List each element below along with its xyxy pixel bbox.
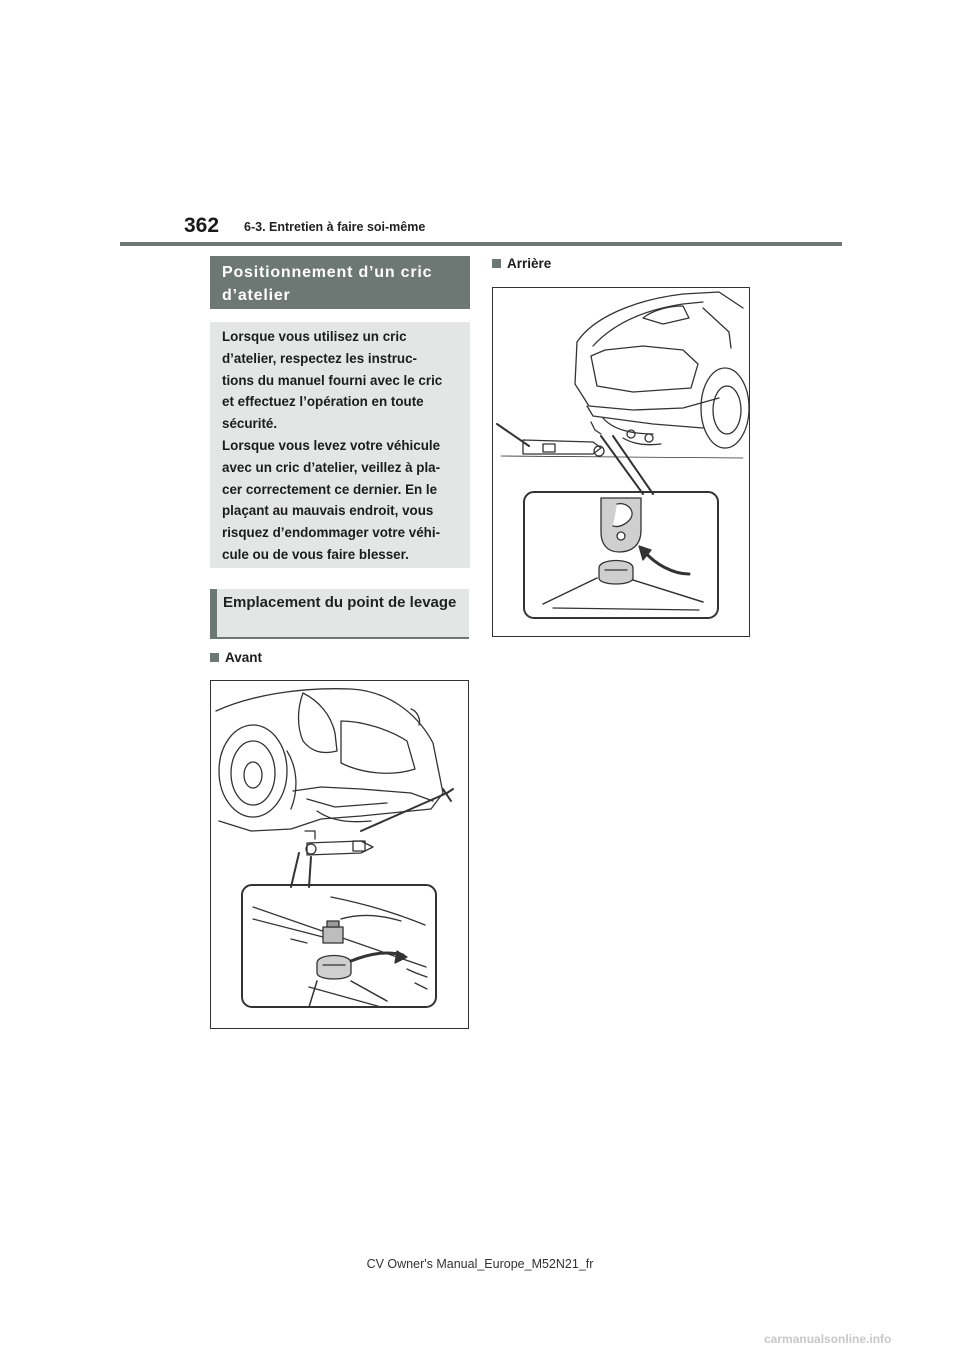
notice-line: d’atelier, respectez les instruc-	[222, 350, 417, 366]
lift-point-subheading: Emplacement du point de levage	[210, 589, 469, 639]
rear-label-text: Arrière	[507, 256, 552, 271]
notice-line: Lorsque vous levez votre véhicule	[222, 437, 441, 453]
front-label	[210, 650, 262, 665]
rear-jack-figure	[492, 287, 750, 637]
page-number: 362	[184, 214, 220, 237]
notice-line: tions du manuel fourni avec le cric	[222, 372, 443, 388]
front-label-text: Avant	[225, 650, 263, 665]
rear-jack-illustration	[493, 288, 749, 636]
svg-text:carmanualsonline.info: carmanualsonline.info	[764, 1332, 892, 1346]
front-jack-figure	[210, 680, 469, 1029]
section-header: 6-3. Entretien à faire soi-même	[244, 220, 426, 234]
front-jack-illustration	[211, 681, 468, 1028]
notice-line: et effectuez l’opération en toute	[222, 394, 424, 410]
notice-line: sécurité.	[222, 416, 278, 432]
notice-line: Lorsque vous utilisez un cric	[222, 329, 407, 344]
notice-line: risquez d’endommager votre véhi-	[222, 525, 441, 541]
notice-line: plaçant au mauvais endroit, vous	[222, 503, 434, 519]
footer-manual-id: CV Owner's Manual_Europe_M52N21_fr	[366, 1257, 594, 1271]
watermark-logo	[764, 1332, 934, 1346]
bullet-square-icon	[492, 259, 501, 268]
section-title: Positionnement d’un cric d’atelier	[210, 256, 470, 309]
bullet-square-icon	[210, 653, 219, 662]
notice-line: avec un cric d’atelier, veillez à pla-	[222, 459, 441, 475]
header-rule	[120, 242, 842, 246]
rear-label	[492, 256, 551, 271]
notice-line: cule ou de vous faire blesser.	[222, 546, 409, 562]
notice-box	[210, 322, 470, 568]
notice-line: cer correctement ce dernier. En le	[222, 481, 438, 497]
